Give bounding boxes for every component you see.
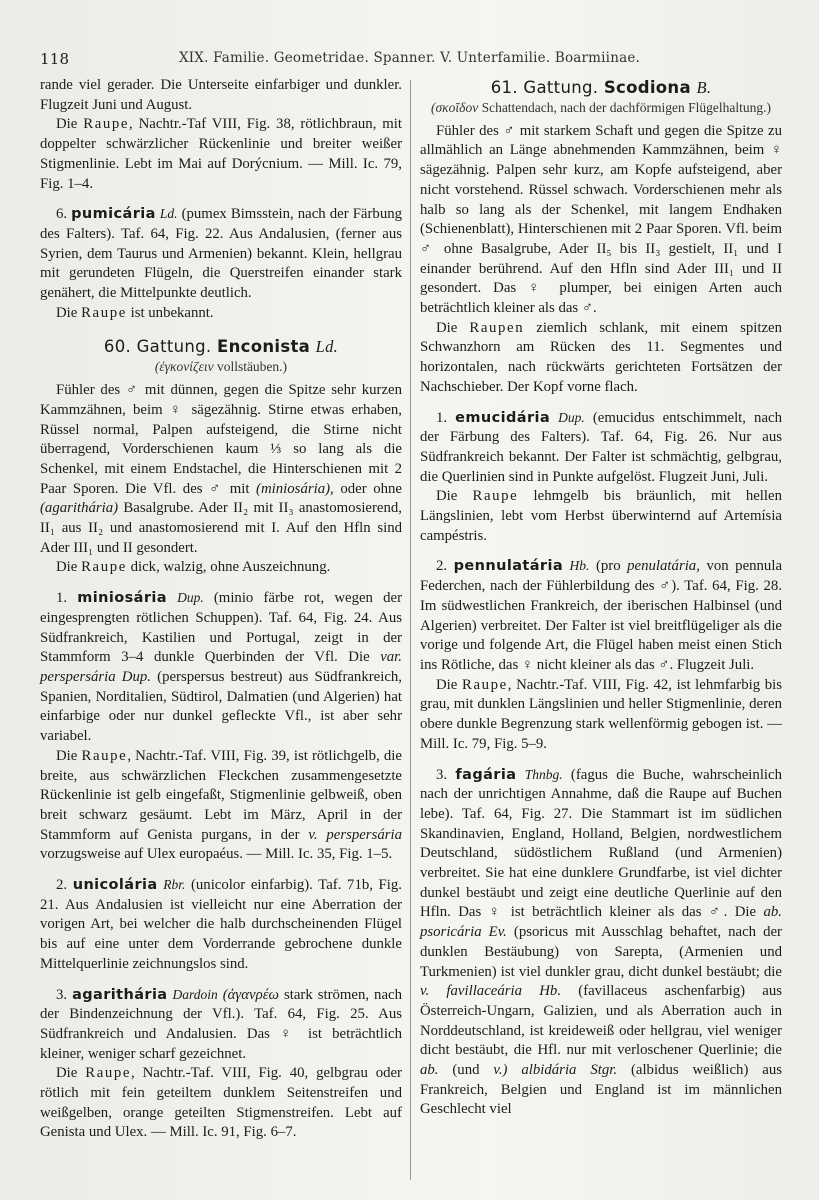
species-entry-pumicaria (40, 204, 402, 304)
text-fragment: Die (56, 304, 82, 321)
aberration-name: ab. (420, 1062, 439, 1079)
species-entry-emucidaria (420, 408, 782, 488)
species-number: 3. (436, 766, 456, 783)
intro-raupe-paragraph (40, 115, 402, 194)
species-number: 3. (56, 986, 73, 1003)
text-fragment: vorzugsweise auf Ulex europaéus. — Mill. Ic. 35, Fig. 1–5. (40, 846, 393, 863)
genus-label: 61. Gattung. (490, 78, 604, 97)
etymology-text: vollstäuben.) (213, 359, 288, 375)
species-text: (perspersus bestreut) aus Südfrankreich, Spanien, Norditalien, Südtirol, Dalmatien (und Algerien) hat einfarbige oder nur dunkel gefleckte Vfl., ist aber sehr variabel. (40, 668, 403, 745)
raupe-word: Raupe (85, 1065, 132, 1082)
text-fragment: ziemlich schlank, mit einem spitzen Schwanzhorn am Rücken des 11. Segmentes und horizontalen, nach rückwärts gerichteten Fortsätzen der Nachschieber. Der Kopf vorne flach. (420, 319, 782, 395)
text-fragment: lehmgelb bis bräunlich, mit hellen Längslinien, lebt vom Herbst überwinternd auf Artemísia campéstris. (420, 488, 782, 544)
raupe-word: Raupe (81, 559, 127, 576)
aberration-name: ab. psoricária Ev. (420, 904, 782, 941)
species-entry-miniosaria (40, 588, 402, 747)
raupe-paragraph (420, 487, 782, 546)
species-name: pumicária (71, 206, 156, 223)
raupe-word: Raupe (81, 304, 127, 321)
species-number: 1. (56, 590, 78, 607)
species-number: 2. (56, 877, 73, 894)
species-text: von pennula Federchen, nach der Fühlerbildung des ♂). Taf. 64, Fig. 28. Im südwestlichen Frankreich, der iberischen Halbinsel (und Algerien) verbreitet. Der Falter ist viel breitflügeliger als die vorige und folgende Art, die Flügel haben meist einen Stich ins Rötliche, das ♀ nicht kleiner als das ♂. Flugzeit Juli. (420, 558, 783, 673)
variety-name: var. perspersária Dup. (40, 649, 402, 685)
genus-raupe-paragraph (420, 319, 782, 398)
right-column (420, 76, 782, 1120)
raupe-paragraph (40, 1064, 402, 1143)
genus-author: B. (696, 78, 712, 97)
species-author: Hb. (569, 558, 590, 574)
species-entry-unicolaria (40, 875, 402, 975)
text-fragment: Die (56, 747, 82, 764)
genus-name: Enconista (217, 337, 311, 357)
greek-word: (σκοῖδον (431, 99, 479, 115)
greek-word: (ἐγκονίζειν (154, 359, 214, 375)
species-number: 1. (436, 409, 456, 426)
text-fragment: Die (436, 319, 470, 336)
text-fragment: Die (56, 559, 82, 576)
text-fragment: , Nachtr.-Taf VIII, Fig. 38, rötlichbraun, mit doppelter schwärzlicher Rückenlinie und breiter weißer Stigmenlinie. Lebt im Mai auf Dorýcnium. — Mill. Ic. 79, Fig. 1–4. (40, 116, 402, 192)
left-column (40, 76, 402, 1143)
raupe-word: Raupe (83, 116, 130, 133)
raupe-word: Raupe (461, 676, 508, 693)
genus-author: Ld. (315, 337, 339, 357)
species-text: (und (438, 1062, 494, 1079)
genus-heading-60 (40, 337, 402, 357)
species-text: (pumex Bimsstein, nach der Färbung des Falters). Taf. 64, Fig. 22. Aus Andalusien, (ferner aus Syrien, dem Taurus und Armenien) bekannt. Klein, hellgrau mit gerundeten Flügeln, die Querstreifen einander stark genähert, die Mittelpunkte deutlich. (40, 206, 403, 302)
genus-name: Scodiona (603, 78, 691, 97)
species-name: fagária (455, 766, 517, 783)
species-text: (unicolor einfarbig). Taf. 71b, Fig. 21. Aus Andalusien ist vielleicht nur eine Aberration der vorigen Art, bei welcher die halb durchscheinenden Flügel bis auf eine unter dem Vorderrande gebrochene dunkle Mittelquerlinie zeichnungslos sind. (40, 877, 402, 972)
genus-heading-61 (420, 78, 782, 98)
species-text: (fagus die Buche, wahrscheinlich nach der unrichtigen Annahme, daß die Raupe auf Buchen lebe). Taf. 64, Fig. 27. Die Stammart ist im südlichen Skandinavien, England, Holland, Belgien, nordwestlichem Deutschland, südöstlichem Rußland (und Armenien) verbreitet. Sie hat eine dunklere Grundfarbe, ist viel dichter dunkel bestäubt und zeigt eine deutliche Querlinie auf den Hfln. Das ♀ ist beträchtlich kleiner als das ♂. Die (420, 766, 783, 921)
species-author: Rbr. (163, 877, 186, 893)
species-name: agarithária (72, 986, 168, 1003)
raupe-paragraph (40, 747, 402, 865)
genus-etymology (420, 99, 782, 116)
text-fragment: Die (56, 116, 84, 133)
aberration-name: v. favillaceária Hb. (420, 983, 562, 1000)
text-fragment: Die (436, 488, 473, 505)
intro-paragraph: rande viel gerader. Die Unterseite einfarbiger und dunkler. Flugzeit Juni und August. (40, 77, 402, 113)
raupe-paragraph (420, 676, 782, 755)
text-fragment: , Nachtr.-Taf. VIII, Fig. 39, ist rötlichgelb, die breite, aus schwärzlichen Fleckchen zusammengesetzte Rückenlinie ist gelb eingefaßt, Stigmenlinie gelbweiß, oben breit schwarz gesäumt. Lebt im März, April in der Stammform auf Genista purgans, in der (40, 747, 402, 843)
species-name: miniosária (77, 590, 167, 607)
text-fragment: Basalgrube. Ader II₂ mit II₃ anastomosierend, II₁ aus II₂ und anastomosierend mit I. Auf den Hfln sind Ader III₁ und II gesondert. (40, 500, 402, 556)
species-name: unicolária (72, 877, 158, 894)
species-text: (psoricus mit Ausschlag behaftet, nach der dunklen Bestäubung) von Sarepta, (Armenien und Turkmenien) ist viel dunkler grau, dicht dunkel bestäubt; die (420, 924, 782, 980)
text-fragment: Die (436, 676, 462, 693)
variety-name: v. perspersária (308, 826, 402, 843)
species-author: Dup. (558, 409, 585, 425)
raupe-word: Raupe (472, 488, 519, 505)
text-fragment: dick, walzig, ohne Auszeichnung. (126, 559, 331, 576)
text-fragment: Fühler des ♂ mit dünnen, gegen die Spitze sehr kurzen Kammzähnen, beim ♀ sägezähnig. Stirne etwas erhaben, Rüssel normal, Palpen aufsteigend, die Stirne nicht überragend, Vorderschienen kaum ⅓ so lang als die Schenkel, mit einem Endstachel, die Hinterschienen mit 2 Paar Sporen. Die Vfl. des ♂ mit (40, 382, 402, 497)
species-name: emucidária (455, 409, 551, 426)
page-header (40, 50, 779, 70)
genus-description: Fühler des ♂ mit starkem Schaft und gegen die Spitze zu allmählich an Länge abnehmenden Kammzähnen, beim ♀ sägezähnig. Palpen sehr kurz, am Kopfe aufsteigend, aber nicht vorstehend. Rüssel schwach. Vorderschienen mehr als halb so lang als der Schenkel, mit langem Endhaken (Schienenblatt), Hinterschienen mit 2 Paar Sporen. Vfl. beim ♂ ohne Basalgrube, Ader II₅ bis II₃ gestielt, II₁ und I einander berührend. Auf den Hfln sind Ader III₁ und II gesondert. Das ♀ plumper, bei einigen Arten auch beträchtlich kleiner als das ♂. (420, 122, 782, 317)
species-author: Thnbg. (524, 766, 563, 782)
text-fragment: , Nachtr.-Taf. VIII, Fig. 40, gelbgrau oder rötlich mit fein geteiltem dunklem Seitenstreifen und weißgelben, orange geteilten Stigmenstreifen. Lebt auf Genista und Ulex. — Mill. Ic. 91, Fig. 6–7. (40, 1065, 402, 1141)
genus-label: 60. Gattung. (103, 337, 217, 357)
italic-fragment: (agarithária) (40, 500, 119, 517)
genus-raupe-paragraph (40, 558, 402, 578)
text-fragment: Die (56, 1065, 86, 1082)
italic-fragment: (miniosária), (256, 480, 334, 497)
species-entry-agaritharia (40, 985, 402, 1065)
species-text: (pro (589, 558, 628, 575)
species-text: (albidus weißlich) aus Frankreich, Belgien und England ist im männlichen Geschlecht viel (420, 1062, 782, 1118)
species-text: stark strömen, nach der Bindenzeichnung der Vfl.). Taf. 64, Fig. 25. Aus Südfrankreich und Andalusien. Das ♀ ist beträchtlich kleiner, weniger scharf gezeichnet. (40, 986, 402, 1062)
species-number: 6. (56, 206, 72, 223)
genus-etymology (40, 358, 402, 375)
raupe-word: Raupe (81, 747, 128, 764)
raupe-word: Raupen (469, 319, 525, 336)
column-divider (410, 80, 411, 1180)
aberration-name: v.) albidária Stgr. (493, 1062, 618, 1079)
raupe-paragraph (40, 304, 402, 324)
species-author: Ld. (159, 206, 178, 222)
species-name: pennulatária (453, 558, 563, 575)
greek-word: (ἀγανρέω (222, 986, 279, 1003)
species-number: 2. (436, 558, 454, 575)
species-entry-fagaria (420, 765, 782, 1121)
species-text: (emucidus entschimmelt, nach der Färbung des Falters). Taf. 64, Fig. 26. Nur aus Südfrankreich bekannt. Der Falter ist schmächtig, gelbgrau, die Querlinien sind in Punkte aufgelöst. Flugzeit Juni, Juli. (420, 409, 782, 485)
species-entry-pennulataria (420, 556, 782, 675)
text-fragment: ist unbekannt. (126, 304, 214, 321)
species-author: Dup. (177, 590, 204, 606)
text-fragment: oder ohne (333, 480, 402, 497)
text-fragment: , Nachtr.-Taf. VIII, Fig. 42, ist lehmfarbig bis grau, mit dunklen Längslinien und heller Stigmenlinie, deren obere dunkle Begrenzung stark wellenförmig gebogen ist. — Mill. Ic. 79, Fig. 5–9. (420, 676, 782, 752)
species-text: (minio färbe rot, wegen der eingesprengten rötlichen Schuppen). Taf. 64, Fig. 24. Aus Südfrankreich, Kastilien und Portugal, zeigt in der Stammform 3–4 dunkle Querbinden der Vfl. Die (40, 590, 403, 666)
italic-fragment: penulatária, (627, 558, 700, 575)
page-number: 118 (40, 50, 70, 68)
species-author: Dardoin (172, 986, 218, 1002)
genus-description (40, 381, 402, 558)
species-text: (favillaceus aschenfarbig) aus Österreich-Ungarn, Galizien, und als Aberration auch in Norddeutschland, ist kreideweiß oder hellgrau, viel weniger dicht bestäubt, die Hfl. nur mit verloschener Querlinie; die (420, 983, 782, 1059)
running-title: XIX. Familie. Geometridae. Spanner. V. Unterfamilie. Boarmiinae. (178, 50, 641, 66)
etymology-text: Schattendach, nach der dachförmigen Flügelhaltung.) (478, 99, 771, 115)
